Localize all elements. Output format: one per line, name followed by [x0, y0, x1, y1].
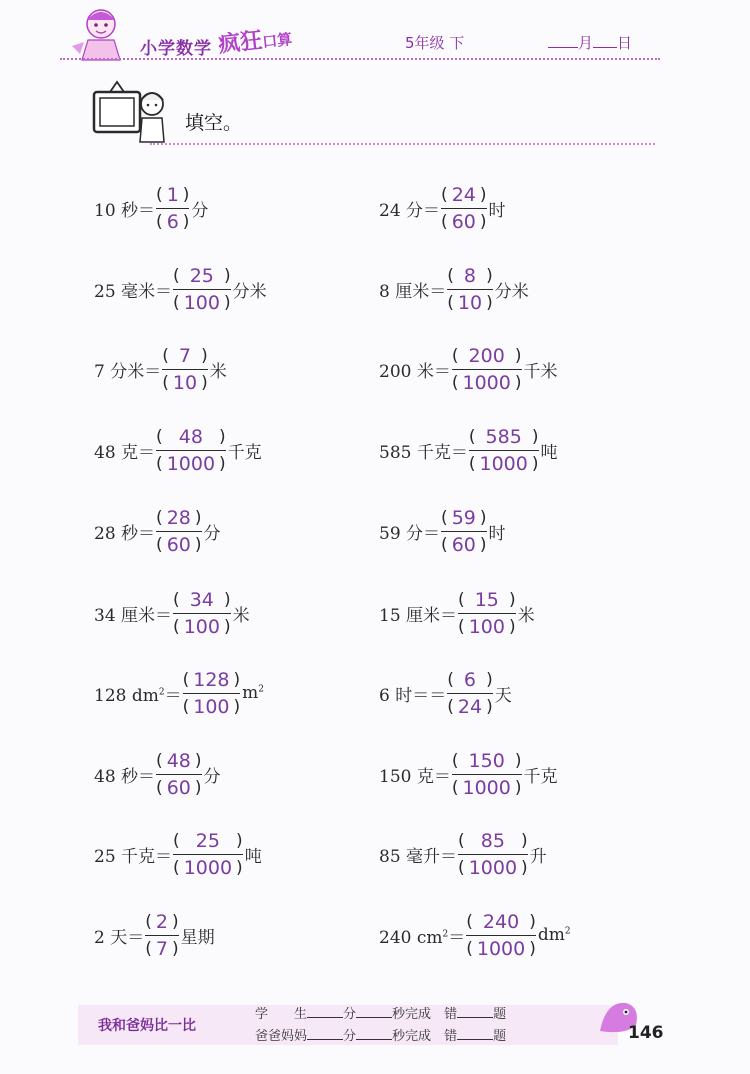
denominator-answer: 7: [155, 937, 168, 960]
problem-unit: 时: [488, 200, 506, 221]
denominator-answer: 1000: [476, 937, 526, 960]
date-field: 月 日: [548, 32, 632, 53]
problem-lhs: 10 秒＝: [94, 200, 156, 221]
problem-lhs: 240 $cm^2=$: [379, 927, 466, 948]
answer-fraction[interactable]: ( 8 ) ( 10 ): [447, 264, 493, 314]
denominator-answer: 100: [193, 695, 230, 718]
problem-lhs: 128 $dm^2=$: [94, 685, 182, 706]
answer-fraction[interactable]: ( 2 ) ( 7 ): [145, 910, 179, 960]
problem-unit: 千克: [227, 442, 262, 463]
numerator-answer: 128: [193, 668, 230, 691]
answer-fraction[interactable]: ( 85 ) ( 1000 ): [458, 829, 528, 879]
denominator-answer: 60: [166, 776, 191, 799]
problem-unit: 米: [517, 605, 535, 626]
problem-unit: 分米: [494, 281, 529, 302]
cartoon-girl-logo-icon: [70, 2, 132, 64]
conversion-problem: [94, 583, 250, 643]
numerator-answer: 59: [451, 506, 476, 529]
problem-unit: 升: [529, 846, 547, 867]
problem-lhs: 24 分＝: [379, 200, 441, 221]
denominator-answer: 100: [183, 291, 220, 314]
problem-lhs: 15 厘米＝: [379, 605, 458, 626]
denominator-answer: 1000: [166, 452, 216, 475]
denominator-answer: 100: [183, 615, 220, 638]
problem-unit: 星期: [180, 927, 215, 948]
header-divider: [60, 58, 660, 60]
numerator-answer: 585: [485, 425, 522, 448]
problem-lhs: 28 秒＝: [94, 523, 156, 544]
student-score-line: 学 生 分 秒完成 错 题: [255, 1007, 507, 1022]
denominator-answer: 10: [457, 291, 483, 314]
section-title: 填空。: [185, 112, 243, 134]
numerator-answer: 48: [166, 749, 191, 772]
denominator-answer: 1000: [462, 371, 511, 394]
problem-unit: $m^2$: [242, 683, 264, 703]
numerator-answer: 85: [480, 829, 505, 852]
numerator-answer: 25: [189, 264, 214, 287]
conversion-problem: [379, 259, 529, 319]
page-footer: [0, 995, 750, 1074]
conversion-problem: [94, 744, 221, 804]
conversion-problem: [379, 824, 547, 884]
denominator-answer: 6: [166, 210, 179, 233]
compare-label: 我和爸妈比一比: [98, 1018, 196, 1034]
problem-unit: 千克: [523, 766, 558, 787]
numerator-answer: 7: [178, 344, 192, 367]
answer-fraction[interactable]: ( 34 ) ( 100 ): [173, 588, 231, 638]
numerator-answer: 25: [195, 829, 220, 852]
problem-lhs: 34 厘米＝: [94, 605, 173, 626]
problem-lhs: 85 毫升＝: [379, 846, 458, 867]
denominator-answer: 60: [451, 210, 476, 233]
conversion-problem: [94, 501, 221, 561]
numerator-answer: 28: [166, 506, 191, 529]
denominator-answer: 100: [468, 615, 505, 638]
problem-lhs: 48 秒＝: [94, 766, 156, 787]
numerator-answer: 2: [155, 910, 168, 933]
numerator-answer: 200: [468, 344, 505, 367]
problem-unit: $dm^2$: [537, 925, 571, 945]
conversion-problem: [94, 178, 208, 238]
series-title: 小学数学: [140, 39, 212, 59]
conversion-problem: [94, 663, 264, 723]
numerator-answer: 34: [189, 588, 214, 611]
conversion-problem: [94, 905, 215, 965]
conversion-problem: [94, 420, 262, 480]
conversion-problem: [94, 824, 262, 884]
denominator-answer: 24: [457, 695, 483, 718]
answer-fraction[interactable]: ( 59 ) ( 60 ): [441, 506, 487, 556]
section-divider: [150, 143, 655, 145]
problem-lhs: 2 天＝: [94, 927, 145, 948]
answer-fraction[interactable]: ( 25 ) ( 1000 ): [173, 829, 243, 879]
problem-unit: 吨: [244, 846, 262, 867]
problem-unit: 时: [488, 523, 506, 544]
conversion-problem: [379, 501, 506, 561]
problem-lhs: 200 米＝: [379, 361, 451, 382]
girl-with-board-icon: [90, 78, 172, 150]
numerator-answer: 150: [468, 749, 505, 772]
conversion-problem: [94, 339, 227, 399]
answer-fraction[interactable]: ( 200 ) ( 1000 ): [451, 344, 522, 394]
series-crazy-text: 疯狂口算: [217, 28, 294, 58]
problem-unit: 天: [494, 685, 512, 706]
numerator-answer: 240: [482, 910, 520, 933]
grade-label: 5年级 下: [405, 34, 465, 52]
problem-lhs: 7 分米＝: [94, 361, 162, 382]
numerator-answer: 24: [451, 183, 476, 206]
numerator-answer: 1: [166, 183, 179, 206]
problem-lhs: 150 克＝: [379, 766, 451, 787]
parent-score-line: 爸爸妈妈 分 秒完成 错 题: [255, 1029, 507, 1044]
conversion-problem: [379, 178, 506, 238]
answer-fraction[interactable]: ( 240 ) ( 1000 ): [466, 910, 536, 960]
conversion-problem: [379, 663, 512, 723]
problem-unit: 米: [209, 361, 227, 382]
answer-fraction[interactable]: ( 28 ) ( 60 ): [156, 506, 202, 556]
conversion-problem: [379, 583, 535, 643]
answer-fraction[interactable]: ( 24 ) ( 60 ): [441, 183, 487, 233]
denominator-answer: 10: [172, 371, 198, 394]
numerator-answer: 6: [463, 668, 477, 691]
numerator-answer: 15: [474, 588, 499, 611]
problem-lhs: 59 分＝: [379, 523, 441, 544]
denominator-answer: 60: [166, 533, 191, 556]
problem-unit: 吨: [540, 442, 558, 463]
conversion-problem: [379, 420, 558, 480]
page-number: 146: [628, 1023, 664, 1043]
answer-fraction[interactable]: ( 6 ) ( 24 ): [447, 668, 493, 718]
denominator-answer: 1000: [462, 776, 511, 799]
denominator-answer: 1000: [468, 856, 518, 879]
conversion-problem: [379, 744, 558, 804]
answer-fraction[interactable]: ( 15 ) ( 100 ): [458, 588, 516, 638]
problem-lhs: 25 千克＝: [94, 846, 173, 867]
problem-unit: 分: [203, 523, 221, 544]
conversion-problem: [379, 905, 571, 965]
answer-fraction[interactable]: ( 1 ) ( 6 ): [156, 183, 190, 233]
problem-lhs: 585 千克＝: [379, 442, 468, 463]
answer-fraction[interactable]: ( 150 ) ( 1000 ): [451, 749, 522, 799]
problem-unit: 千米: [523, 361, 558, 382]
numerator-answer: 8: [463, 264, 477, 287]
problem-unit: 分: [203, 766, 221, 787]
answer-fraction[interactable]: ( 128 ) ( 100 ): [182, 668, 241, 718]
conversion-problem: [379, 339, 558, 399]
problem-unit: 分米: [232, 281, 267, 302]
denominator-answer: 60: [451, 533, 476, 556]
problem-unit: 分: [191, 200, 209, 221]
answer-fraction[interactable]: ( 585 ) ( 1000 ): [468, 425, 539, 475]
answer-fraction[interactable]: ( 25 ) ( 100 ): [173, 264, 231, 314]
denominator-answer: 1000: [479, 452, 528, 475]
answer-fraction[interactable]: ( 48 ) ( 60 ): [156, 749, 202, 799]
answer-fraction[interactable]: ( 48 ) ( 1000 ): [156, 425, 226, 475]
page-header: [0, 0, 750, 70]
problem-lhs: 48 克＝: [94, 442, 156, 463]
problem-unit: 米: [232, 605, 250, 626]
denominator-answer: 1000: [183, 856, 233, 879]
numerator-answer: 48: [178, 425, 203, 448]
conversion-problem: [94, 259, 267, 319]
problem-lhs: 25 毫米＝: [94, 281, 173, 302]
problem-lhs: 8 厘米＝: [379, 281, 447, 302]
answer-fraction[interactable]: ( 7 ) ( 10 ): [162, 344, 208, 394]
problem-lhs: 6 时＝＝: [379, 685, 447, 706]
